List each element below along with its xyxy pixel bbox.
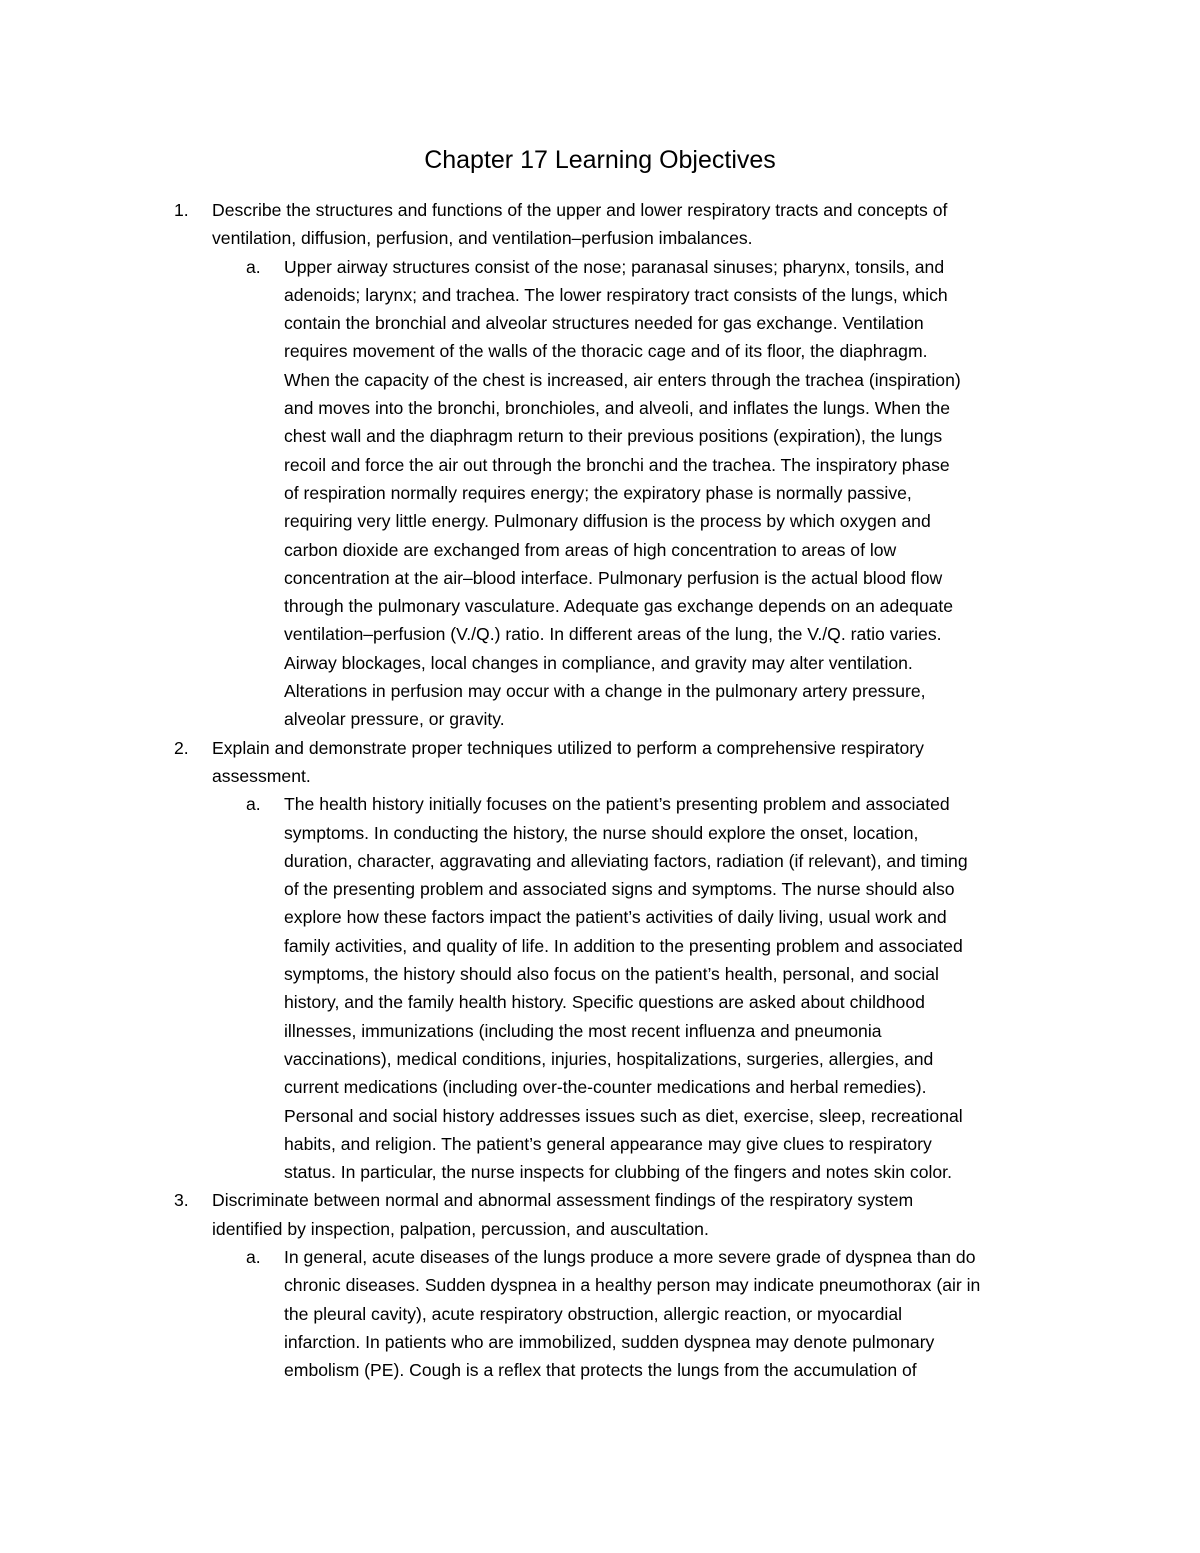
subitem-text: Alterations in perfusion may occur with a change in the pulmonary artery pressure, — [284, 681, 926, 702]
subitem-line — [0, 1045, 1200, 1073]
subitem-text: duration, character, aggravating and alleviating factors, radiation (if relevant), and timing — [284, 850, 968, 871]
subitem-line — [0, 281, 1200, 309]
objective-number: 1. — [174, 200, 189, 220]
objective-line — [0, 196, 1200, 224]
subitem-text: of the presenting problem and associated signs and symptoms. The nurse should also — [284, 879, 955, 900]
subitem-text: concentration at the air–blood interface. Pulmonary perfusion is the actual blood flow — [284, 567, 943, 588]
subitem-line — [0, 337, 1200, 365]
subitem-line — [0, 1356, 1200, 1384]
subitem-line — [0, 451, 1200, 479]
subitem-line — [0, 790, 1200, 818]
subitem-line — [0, 705, 1200, 733]
subitem-text: When the capacity of the chest is increased, air enters through the trachea (inspiration) — [284, 369, 961, 390]
subitem-text: chest wall and the diaphragm return to their previous positions (expiration), the lungs — [284, 426, 943, 447]
subitem-line — [0, 422, 1200, 450]
objectives-list — [0, 196, 1200, 1384]
objective-subitem — [0, 1243, 1200, 1384]
subitem-line — [0, 1328, 1200, 1356]
subitem-line — [0, 479, 1200, 507]
objective-item — [0, 734, 1200, 1187]
subitem-text: chronic diseases. Sudden dyspnea in a healthy person may indicate pneumothorax (air in — [284, 1275, 981, 1296]
subitem-line — [0, 1271, 1200, 1299]
subitem-text: symptoms, the history should also focus on the patient’s health, personal, and social — [284, 964, 939, 985]
subitem-text: current medications (including over-the-counter medications and herbal remedies). — [284, 1077, 927, 1098]
subitem-line — [0, 1243, 1200, 1271]
subitem-text: habits, and religion. The patient’s general appearance may give clues to respiratory — [284, 1133, 932, 1154]
subitem-line — [0, 1017, 1200, 1045]
subitem-line — [0, 960, 1200, 988]
subitem-line — [0, 988, 1200, 1016]
objective-subitem — [0, 253, 1200, 734]
subitem-line — [0, 366, 1200, 394]
subitem-text: vaccinations), medical conditions, injuries, hospitalizations, surgeries, allergies, and — [284, 1048, 934, 1069]
objective-line — [0, 1186, 1200, 1214]
subitem-line — [0, 620, 1200, 648]
subitem-line — [0, 1102, 1200, 1130]
objective-number: 2. — [174, 737, 189, 758]
subitem-line — [0, 1073, 1200, 1101]
subitem-text: Airway blockages, local changes in compliance, and gravity may alter ventilation. — [284, 652, 913, 673]
subitem-line — [0, 819, 1200, 847]
subitem-text: Upper airway structures consist of the nose; paranasal sinuses; pharynx, tonsils, and — [284, 256, 945, 277]
subitem-text: requires movement of the walls of the thoracic cage and of its floor, the diaphragm. — [284, 341, 928, 362]
objective-text: Discriminate between normal and abnormal assessment findings of the respiratory system — [212, 1190, 914, 1211]
subitem-text: family activities, and quality of life. In addition to the presenting problem and associated — [284, 935, 963, 956]
subitem-text: In general, acute diseases of the lungs produce a more severe grade of dyspnea than do — [284, 1246, 976, 1267]
objective-line — [0, 734, 1200, 762]
subitem-line — [0, 677, 1200, 705]
subitem-line — [0, 592, 1200, 620]
subitem-line — [0, 847, 1200, 875]
subitem-line — [0, 903, 1200, 931]
subitem-text: illnesses, immunizations (including the most recent influenza and pneumonia — [284, 1020, 882, 1041]
subitem-line — [0, 1130, 1200, 1158]
subitem-text: symptoms. In conducting the history, the nurse should explore the onset, location, — [284, 822, 919, 843]
subitem-text: embolism (PE). Cough is a reflex that protects the lungs from the accumulation of — [284, 1360, 917, 1381]
subitem-line — [0, 564, 1200, 592]
subitem-line — [0, 394, 1200, 422]
subitem-line — [0, 253, 1200, 281]
subitem-text: adenoids; larynx; and trachea. The lower respiratory tract consists of the lungs, which — [284, 284, 948, 305]
subitem-text: The health history initially focuses on the patient’s presenting problem and associated — [284, 794, 950, 815]
subitem-text: carbon dioxide are exchanged from areas of high concentration to areas of low — [284, 539, 897, 560]
subitem-text: through the pulmonary vasculature. Adequate gas exchange depends on an adequate — [284, 596, 954, 617]
subitem-line — [0, 1300, 1200, 1328]
objective-text: ventilation, diffusion, perfusion, and ventilation–perfusion imbalances. — [212, 228, 753, 249]
objective-item — [0, 196, 1200, 734]
subitem-letter: a. — [246, 794, 261, 815]
subitem-text: ventilation–perfusion (V./Q.) ratio. In different areas of the lung, the V./Q. ratio varies. — [284, 624, 942, 645]
subitem-text: of respiration normally requires energy; the expiratory phase is normally passive, — [284, 482, 912, 503]
subitem-line — [0, 932, 1200, 960]
subitem-line — [0, 507, 1200, 535]
subitem-text: explore how these factors impact the patient’s activities of daily living, usual work and — [284, 907, 947, 928]
objective-line — [0, 224, 1200, 252]
subitem-line — [0, 536, 1200, 564]
subitem-text: requiring very little energy. Pulmonary diffusion is the process by which oxygen and — [284, 511, 931, 532]
objective-line — [0, 762, 1200, 790]
subitem-line — [0, 1158, 1200, 1186]
subitem-text: Personal and social history addresses issues such as diet, exercise, sleep, recreational — [284, 1105, 963, 1126]
objective-text: Explain and demonstrate proper techniques utilized to perform a comprehensive respiratory — [212, 737, 924, 758]
subitem-text: infarction. In patients who are immobilized, sudden dyspnea may denote pulmonary — [284, 1331, 935, 1352]
objective-number: 3. — [174, 1190, 189, 1211]
subitem-letter: a. — [246, 256, 261, 277]
subitem-text: alveolar pressure, or gravity. — [284, 709, 505, 730]
objective-text: assessment. — [212, 765, 311, 786]
subitem-line — [0, 649, 1200, 677]
subitem-line — [0, 309, 1200, 337]
objective-item — [0, 1186, 1200, 1384]
objective-text: Describe the structures and functions of the upper and lower respiratory tracts and concepts of — [212, 200, 948, 220]
subitem-text: recoil and force the air out through the bronchi and the trachea. The inspiratory phase — [284, 454, 950, 475]
objective-text: identified by inspection, palpation, percussion, and auscultation. — [212, 1218, 709, 1239]
objective-subitem — [0, 790, 1200, 1186]
subitem-text: the pleural cavity), acute respiratory obstruction, allergic reaction, or myocardial — [284, 1303, 903, 1324]
subitem-line — [0, 875, 1200, 903]
subitem-text: contain the bronchial and alveolar structures needed for gas exchange. Ventilation — [284, 313, 924, 334]
page-title: Chapter 17 Learning Objectives — [424, 146, 776, 174]
subitem-letter: a. — [246, 1246, 261, 1267]
objective-line — [0, 1215, 1200, 1243]
subitem-text: history, and the family health history. Specific questions are asked about childhood — [284, 992, 925, 1013]
subitem-text: status. In particular, the nurse inspects for clubbing of the fingers and notes skin color. — [284, 1162, 952, 1183]
subitem-text: and moves into the bronchi, bronchioles, and alveoli, and inflates the lungs. When the — [284, 398, 951, 419]
